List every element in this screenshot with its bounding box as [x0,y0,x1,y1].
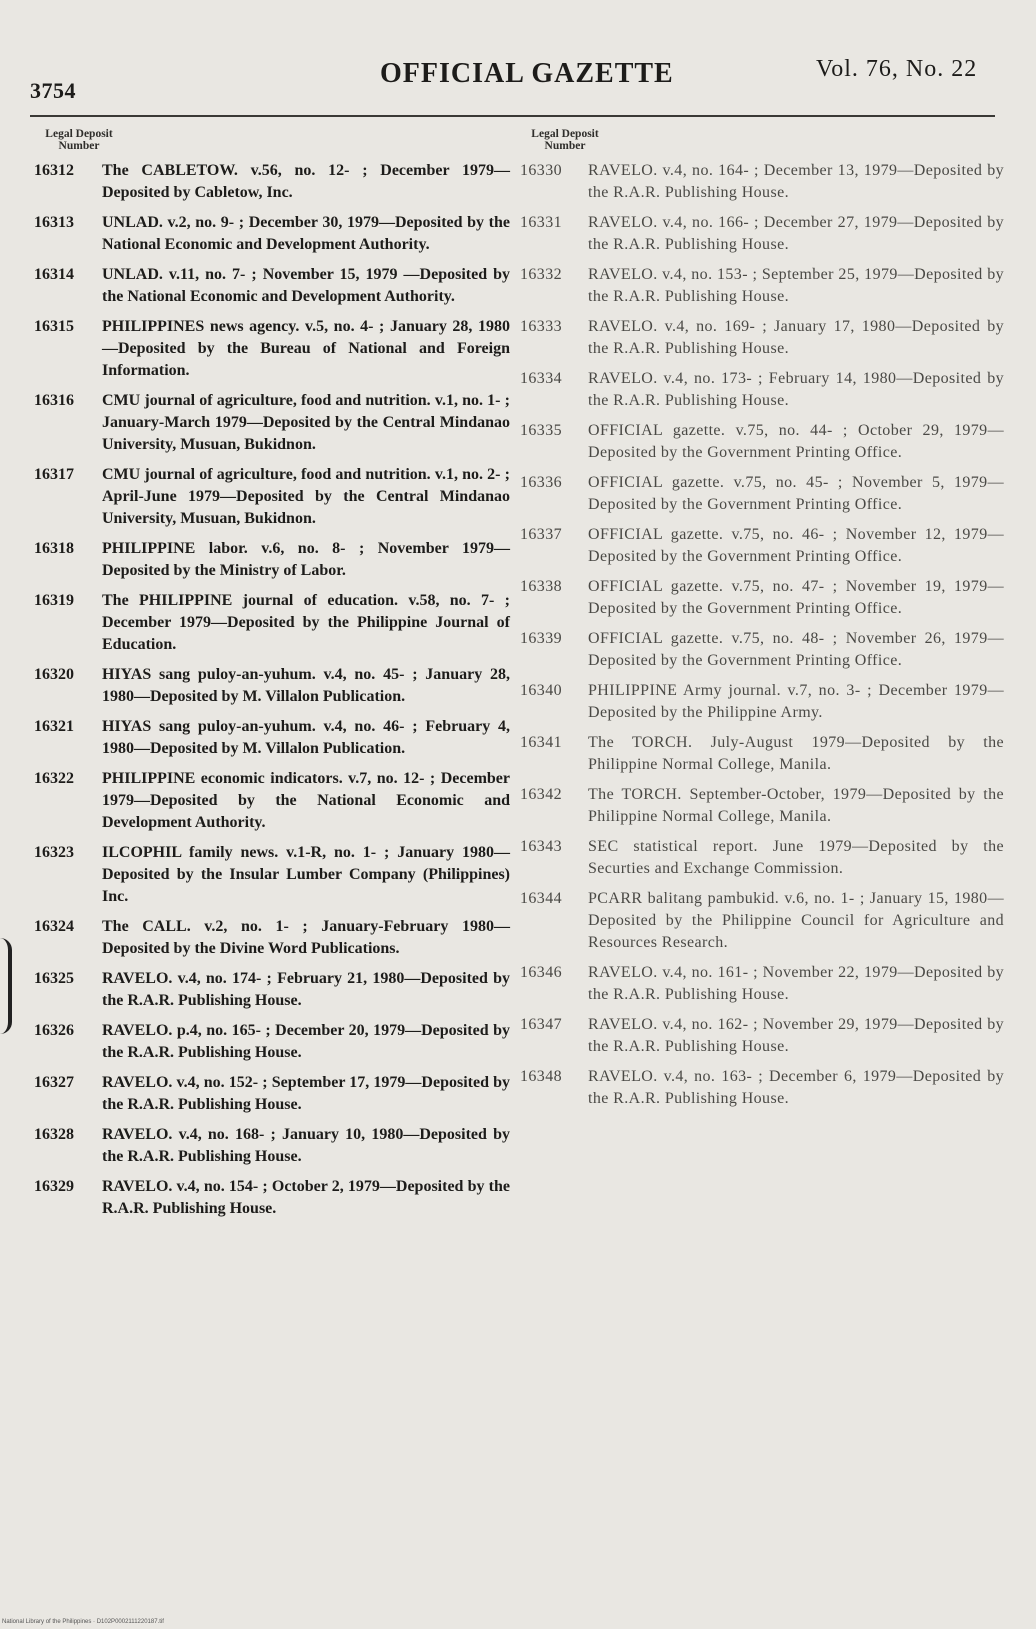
deposit-description: RAVELO. v.4, no. 152- ; September 17, 1979—Deposited by the R.A.R. Publishing House. [102,1074,510,1113]
deposit-entry [34,390,510,456]
header-rule [30,115,995,117]
deposit-entry [520,836,1004,880]
deposit-number: 16347 [520,1016,562,1033]
deposit-entry [34,160,510,204]
deposit-description: OFFICIAL gazette. v.75, no. 45- ; November 5, 1979—Deposited by the Government Printing Office. [588,474,1004,513]
right-entry-list [520,160,1004,1110]
deposit-description: RAVELO. v.4, no. 154- ; October 2, 1979—Deposited by the R.A.R. Publishing House. [102,1178,510,1217]
deposit-description: PHILIPPINES news agency. v.5, no. 4- ; January 28, 1980—Deposited by the Bureau of National and Foreign Information. [102,318,510,379]
deposit-description: OFFICIAL gazette. v.75, no. 47- ; November 19, 1979—Deposited by the Government Printing Office. [588,578,1004,617]
deposit-number: 16314 [34,266,74,283]
deposit-description: PHILIPPINE labor. v.6, no. 8- ; November 1979—Deposited by the Ministry of Labor. [102,540,510,579]
deposit-number: 16346 [520,964,562,981]
deposit-description: HIYAS sang puloy-an-yuhum. v.4, no. 45- ; January 28, 1980—Deposited by M. Villalon Publication. [102,666,510,705]
deposit-number: 16321 [34,718,74,735]
deposit-description: ILCOPHIL family news. v.1-R, no. 1- ; January 1980—Deposited by the Insular Lumber Company (Philippines) Inc. [102,844,510,905]
deposit-entry [520,264,1004,308]
left-column [34,128,510,1228]
deposit-entry [520,160,1004,204]
deposit-entry [520,680,1004,724]
deposit-number: 16324 [34,918,74,935]
deposit-number: 16341 [520,734,562,751]
page-number: 3754 [30,78,76,103]
deposit-entry [34,212,510,256]
deposit-number: 16338 [520,578,562,595]
deposit-description: OFFICIAL gazette. v.75, no. 44- ; October 29, 1979—Deposited by the Government Printing Office. [588,422,1004,461]
deposit-entry [520,784,1004,828]
deposit-entry [520,524,1004,568]
deposit-description: The CABLETOW. v.56, no. 12- ; December 1979—Deposited by Cabletow, Inc. [102,162,510,201]
right-column [520,128,1004,1118]
deposit-entry [520,1066,1004,1110]
deposit-entry [34,264,510,308]
deposit-entry [34,768,510,834]
deposit-description: RAVELO. v.4, no. 164- ; December 13, 1979—Deposited by the R.A.R. Publishing House. [588,162,1004,201]
binding-mark [0,938,12,1034]
deposit-number: 16316 [34,392,74,409]
deposit-entry [34,316,510,382]
deposit-number: 16344 [520,890,562,907]
deposit-entry [34,842,510,908]
deposit-number: 16327 [34,1074,74,1091]
deposit-number: 16319 [34,592,74,609]
deposit-description: RAVELO. v.4, no. 173- ; February 14, 1980—Deposited by the R.A.R. Publishing House. [588,370,1004,409]
deposit-entry [34,538,510,582]
deposit-entry [34,590,510,656]
deposit-entry [34,968,510,1012]
deposit-description: OFFICIAL gazette. v.75, no. 48- ; November 26, 1979—Deposited by the Government Printing Office. [588,630,1004,669]
scan-footer: National Library of the Philippines · D102P0002111220187.tif [2,1619,164,1625]
deposit-entry [520,212,1004,256]
deposit-number: 16317 [34,466,74,483]
deposit-number: 16325 [34,970,74,987]
deposit-number: 16322 [34,770,74,787]
column-heading-left: Legal Deposit Number [45,128,113,152]
deposit-number: 16342 [520,786,562,803]
deposit-description: PHILIPPINE economic indicators. v.7, no. 12- ; December 1979—Deposited by the National Economic and Development Authority. [102,770,510,831]
deposit-entry [520,628,1004,672]
deposit-entry [520,420,1004,464]
deposit-entry [520,732,1004,776]
deposit-entry [520,472,1004,516]
deposit-entry [520,1014,1004,1058]
deposit-entry [520,576,1004,620]
deposit-description: The TORCH. September-October, 1979—Deposited by the Philippine Normal College, Manila. [588,786,1004,825]
page-title: OFFICIAL GAZETTE [380,58,674,89]
deposit-entry [520,316,1004,360]
deposit-description: RAVELO. v.4, no. 174- ; February 21, 1980—Deposited by the R.A.R. Publishing House. [102,970,510,1009]
deposit-number: 16313 [34,214,74,231]
deposit-description: PCARR balitang pambukid. v.6, no. 1- ; January 15, 1980—Deposited by the Philippine Council for Agriculture and Resources Research. [588,890,1004,951]
deposit-entry [520,962,1004,1006]
deposit-number: 16330 [520,162,562,179]
deposit-number: 16329 [34,1178,74,1195]
deposit-number: 16334 [520,370,562,387]
deposit-entry [34,464,510,530]
deposit-description: CMU journal of agriculture, food and nutrition. v.1, no. 2- ; April-June 1979—Deposited by the Central Mindanao University, Musuan, Bukidnon. [102,466,510,527]
deposit-number: 16320 [34,666,74,683]
deposit-description: PHILIPPINE Army journal. v.7, no. 3- ; December 1979—Deposited by the Philippine Army. [588,682,1004,721]
deposit-entry [34,664,510,708]
deposit-description: RAVELO. v.4, no. 168- ; January 10, 1980—Deposited by the R.A.R. Publishing House. [102,1126,510,1165]
deposit-entry [520,368,1004,412]
deposit-description: UNLAD. v.2, no. 9- ; December 30, 1979—Deposited by the National Economic and Development Authority. [102,214,510,253]
deposit-description: HIYAS sang puloy-an-yuhum. v.4, no. 46- ; February 4, 1980—Deposited by M. Villalon Publication. [102,718,510,757]
deposit-description: RAVELO. v.4, no. 153- ; September 25, 1979—Deposited by the R.A.R. Publishing House. [588,266,1004,305]
volume-info: Vol. 76, No. 22 [816,56,978,82]
deposit-number: 16336 [520,474,562,491]
deposit-entry [34,1020,510,1064]
deposit-number: 16340 [520,682,562,699]
deposit-description: CMU journal of agriculture, food and nutrition. v.1, no. 1- ; January-March 1979—Deposited by the Central Mindanao University, Musuan, Bukidnon. [102,392,510,453]
deposit-description: RAVELO. v.4, no. 163- ; December 6, 1979—Deposited by the R.A.R. Publishing House. [588,1068,1004,1107]
deposit-number: 16335 [520,422,562,439]
deposit-description: UNLAD. v.11, no. 7- ; November 15, 1979 —Deposited by the National Economic and Development Authority. [102,266,510,305]
deposit-number: 16332 [520,266,562,283]
deposit-number: 16333 [520,318,562,335]
deposit-description: RAVELO. p.4, no. 165- ; December 20, 1979—Deposited by the R.A.R. Publishing House. [102,1022,510,1061]
left-entry-list [34,160,510,1220]
deposit-description: The PHILIPPINE journal of education. v.58, no. 7- ; December 1979—Deposited by the Philippine Journal of Education. [102,592,510,653]
deposit-number: 16315 [34,318,74,335]
deposit-description: RAVELO. v.4, no. 162- ; November 29, 1979—Deposited by the R.A.R. Publishing House. [588,1016,1004,1055]
column-heading-right: Legal Deposit Number [531,128,599,152]
deposit-description: RAVELO. v.4, no. 166- ; December 27, 1979—Deposited by the R.A.R. Publishing House. [588,214,1004,253]
deposit-description: OFFICIAL gazette. v.75, no. 46- ; November 12, 1979—Deposited by the Government Printing Office. [588,526,1004,565]
deposit-description: The TORCH. July-August 1979—Deposited by the Philippine Normal College, Manila. [588,734,1004,773]
deposit-entry [34,716,510,760]
deposit-description: RAVELO. v.4, no. 161- ; November 22, 1979—Deposited by the R.A.R. Publishing House. [588,964,1004,1003]
deposit-number: 16331 [520,214,562,231]
deposit-number: 16323 [34,844,74,861]
deposit-description: The CALL. v.2, no. 1- ; January-February 1980—Deposited by the Divine Word Publications. [102,918,510,957]
deposit-number: 16339 [520,630,562,647]
deposit-number: 16318 [34,540,74,557]
deposit-number: 16343 [520,838,562,855]
deposit-entry [520,888,1004,954]
deposit-entry [34,1124,510,1168]
deposit-number: 16328 [34,1126,74,1143]
page-header [0,0,1036,120]
deposit-entry [34,916,510,960]
deposit-entry [34,1176,510,1220]
deposit-description: SEC statistical report. June 1979—Deposited by the Securties and Exchange Commission. [588,838,1004,877]
deposit-description: RAVELO. v.4, no. 169- ; January 17, 1980—Deposited by the R.A.R. Publishing House. [588,318,1004,357]
deposit-entry [34,1072,510,1116]
deposit-number: 16312 [34,162,74,179]
deposit-number: 16326 [34,1022,74,1039]
deposit-number: 16348 [520,1068,562,1085]
deposit-number: 16337 [520,526,562,543]
